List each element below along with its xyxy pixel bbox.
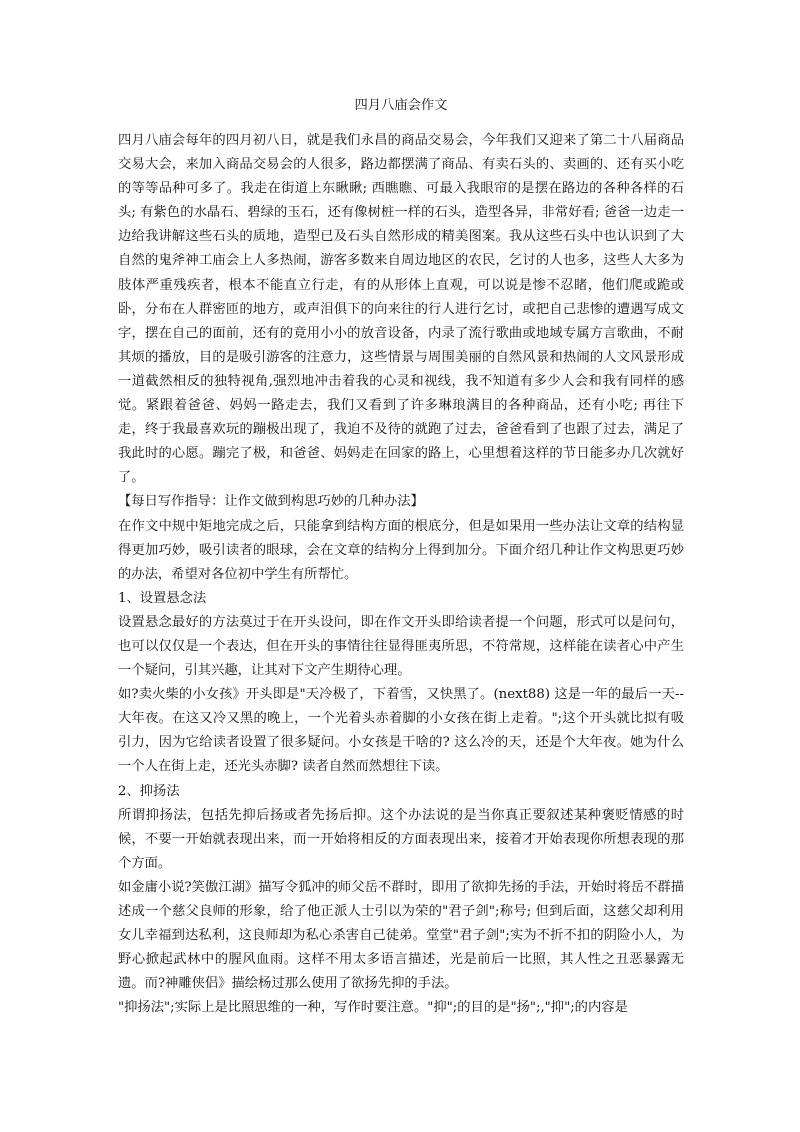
paragraph-suspense-explained: 设置悬念最好的方法莫过于在开头设问，即在作文开头即给读者提一个问题，形式可以是问句，也可以仅仅是一个表达，但在开头的事情往往显得匪夷所思，不符常规，这样能在读者心中产生一个疑问，引其兴趣，让其对下文产生期待心理。 (118, 614, 684, 679)
paragraph-intro: 在作文中规中矩地完成之后，只能拿到结构方面的根底分，但是如果用一些办法让文章的结构显得更加巧妙，吸引读者的眼球，会在文章的结构分上得到加分。下面介绍几种让作文构思更巧妙的办法，希望对各位初中学生有所帮忙。 (118, 518, 684, 582)
paragraph-section-contrast: 2、抑扬法 (118, 783, 180, 799)
paragraph-suspense-example: 如?卖火柴的小女孩》开头即是"天冷极了，下着雪，又快黑了。(next88) 这是一年的最后一天--大年夜。在这又冷又黑的晚上，一个光着头赤着脚的小女孩在街上走着。";这个开头就比拟有吸引力，因为它给读者设置了很多疑问。小女孩是干啥的? 这么冷的天，还是个大年夜。她为什么一个人在街上走，还光头赤脚? 读者自然而然想往下读。 (118, 687, 684, 775)
document-title: 四月八庙会作文 (354, 98, 448, 113)
paragraph-contrast-explained: 所谓抑扬法，包括先抑后扬或者先扬后抑。这个办法说的是当你真正要叙述某种褒贬情感的时候，不要一开始就表现出来，而一开始将相反的方面表现出来，接着才开始表现你所想表现的那个方面。 (118, 807, 684, 871)
paragraph-section-suspense: 1、设置悬念法 (118, 590, 207, 606)
paragraph-writing-guide-heading: 【每日写作指导：让作文做到构思巧妙的几种办法】 (118, 494, 424, 510)
paragraph-temple-fair: 四月八庙会每年的四月初八日，就是我们永昌的商品交易会，今年我们又迎来了第二十八届商品交易大会，来加入商品交易会的人很多，路边都摆满了商品、有卖石头的、卖画的、还有买小吃的等等品种可多了。我走在街道上东瞅瞅; 西瞧瞧、可最入我眼帘的是摆在路边的各种各样的石头; 有紫色的水晶石、碧绿的玉石，还有像树桩一样的石头，造型各异，非常好看; 爸爸一边走一边给我讲解这些石头的质地，造型已及石头自然形成的精美图案。我从这些石头中也认识到了大自然的鬼斧神工庙会上人多热闹，游客多数来自周边地区的农民，乞讨的人也多，这些人大多为肢体严重残疾者，根本不能直立行走，有的从形体上直观，可以说是惨不忍睹，他们爬或跪或卧，分布在人群密匝的地方，或声泪俱下的向来往的行人进行乞讨，或把自己悲惨的遭遇写成文字，摆在自己的面前，还有的竟用小小的放音设备，内录了流行歌曲或地域专属方言歌曲，不耐其烦的播放，目的是吸引游客的注意力，这些情景与周围美丽的自然风景和热闹的人文风景形成一道截然相反的独特视角,强烈地冲击着我的心灵和视线，我不知道有多少人会和我有同样的感觉。紧跟着爸爸、妈妈一路走去，我们又看到了许多琳琅满目的各种商品，还有小吃; 再往下走，终于我最喜欢玩的蹦极出现了，我迫不及待的就跑了过去，爸爸看到了也跟了过去，满足了我此时的心愿。蹦完了极，和爸爸、妈妈走在回家的路上，心里想着这样的节日能多办几次就好了。 (118, 133, 684, 486)
paragraph-contrast-note: "抑扬法";实际上是比照思维的一种，写作时要注意。"抑";的目的是"扬";,"抑";的内容是 (118, 1000, 628, 1016)
paragraph-contrast-example: 如金庸小说?笑傲江湖》描写令狐冲的师父岳不群时，即用了欲抑先扬的手法，开始时将岳不群描述成一个慈父良师的形象，给了他正派人士引以为荣的"君子剑";称号; 但到后面，这慈父却利用女儿幸福到达私利，这良师却为私心杀害自己徒弟。堂堂"君子剑";实为不折不扣的阴险小人，为野心掀起武林中的腥风血雨。这样不用太多语言描述，光是前后一比照，其人性之丑恶暴露无遗。而?神雕侠侣》描绘杨过那么使用了欲扬先抑的手法。 (118, 879, 684, 992)
document-page (118, 94, 684, 1020)
